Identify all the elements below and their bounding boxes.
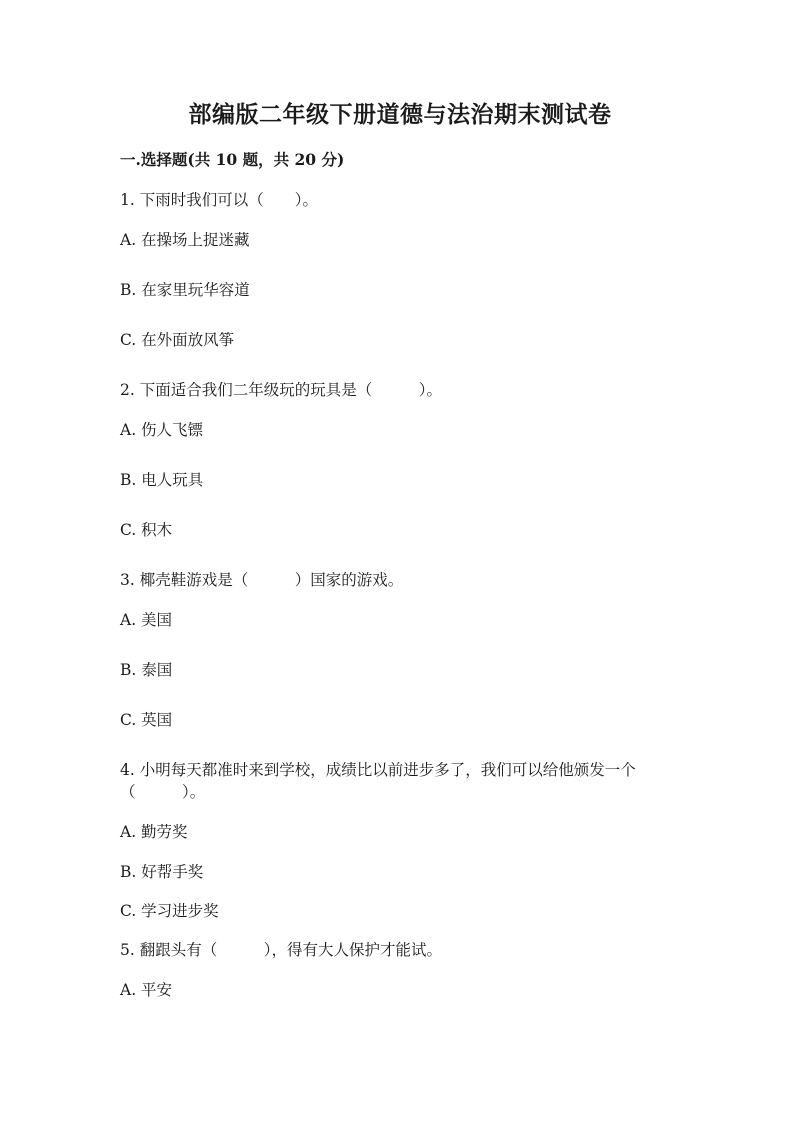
question-3-stem: 3. 椰壳鞋游戏是（ ）国家的游戏。: [120, 571, 404, 589]
question-4-stem-line1: 4. 小明每天都准时来到学校，成绩比以前进步多了，我们可以给他颁发一个: [120, 761, 636, 779]
question-2-option-a: A. 伤人飞镖: [120, 421, 204, 439]
section-heading: 一.选择题(共 10 题，共 20 分): [120, 150, 345, 169]
question-1-option-a: A. 在操场上捉迷藏: [120, 231, 250, 249]
question-1-option-b: B. 在家里玩华容道: [120, 281, 250, 299]
question-5-stem: 5. 翻跟头有（ ），得有大人保护才能试。: [120, 941, 442, 959]
question-3-option-b: B. 泰国: [120, 661, 173, 679]
question-3-option-c: C. 英国: [120, 711, 173, 729]
question-2-option-b: B. 电人玩具: [120, 471, 204, 489]
question-1-stem: 1. 下雨时我们可以（ ）。: [120, 191, 318, 209]
question-1-option-c: C. 在外面放风筝: [120, 331, 235, 349]
question-5-option-a: A. 平安: [120, 981, 173, 999]
question-2-stem: 2. 下面适合我们二年级玩的玩具是（ ）。: [120, 381, 442, 399]
question-4-option-b: B. 好帮手奖: [120, 863, 204, 881]
question-2-option-c: C. 积木: [120, 521, 173, 539]
question-4-option-a: A. 勤劳奖: [120, 823, 188, 841]
question-3-option-a: A. 美国: [120, 611, 173, 629]
question-4-stem-line2: （ ）。: [120, 783, 206, 801]
page-title: 部编版二年级下册道德与法治期末测试卷: [188, 101, 612, 128]
question-4-option-c: C. 学习进步奖: [120, 902, 219, 920]
